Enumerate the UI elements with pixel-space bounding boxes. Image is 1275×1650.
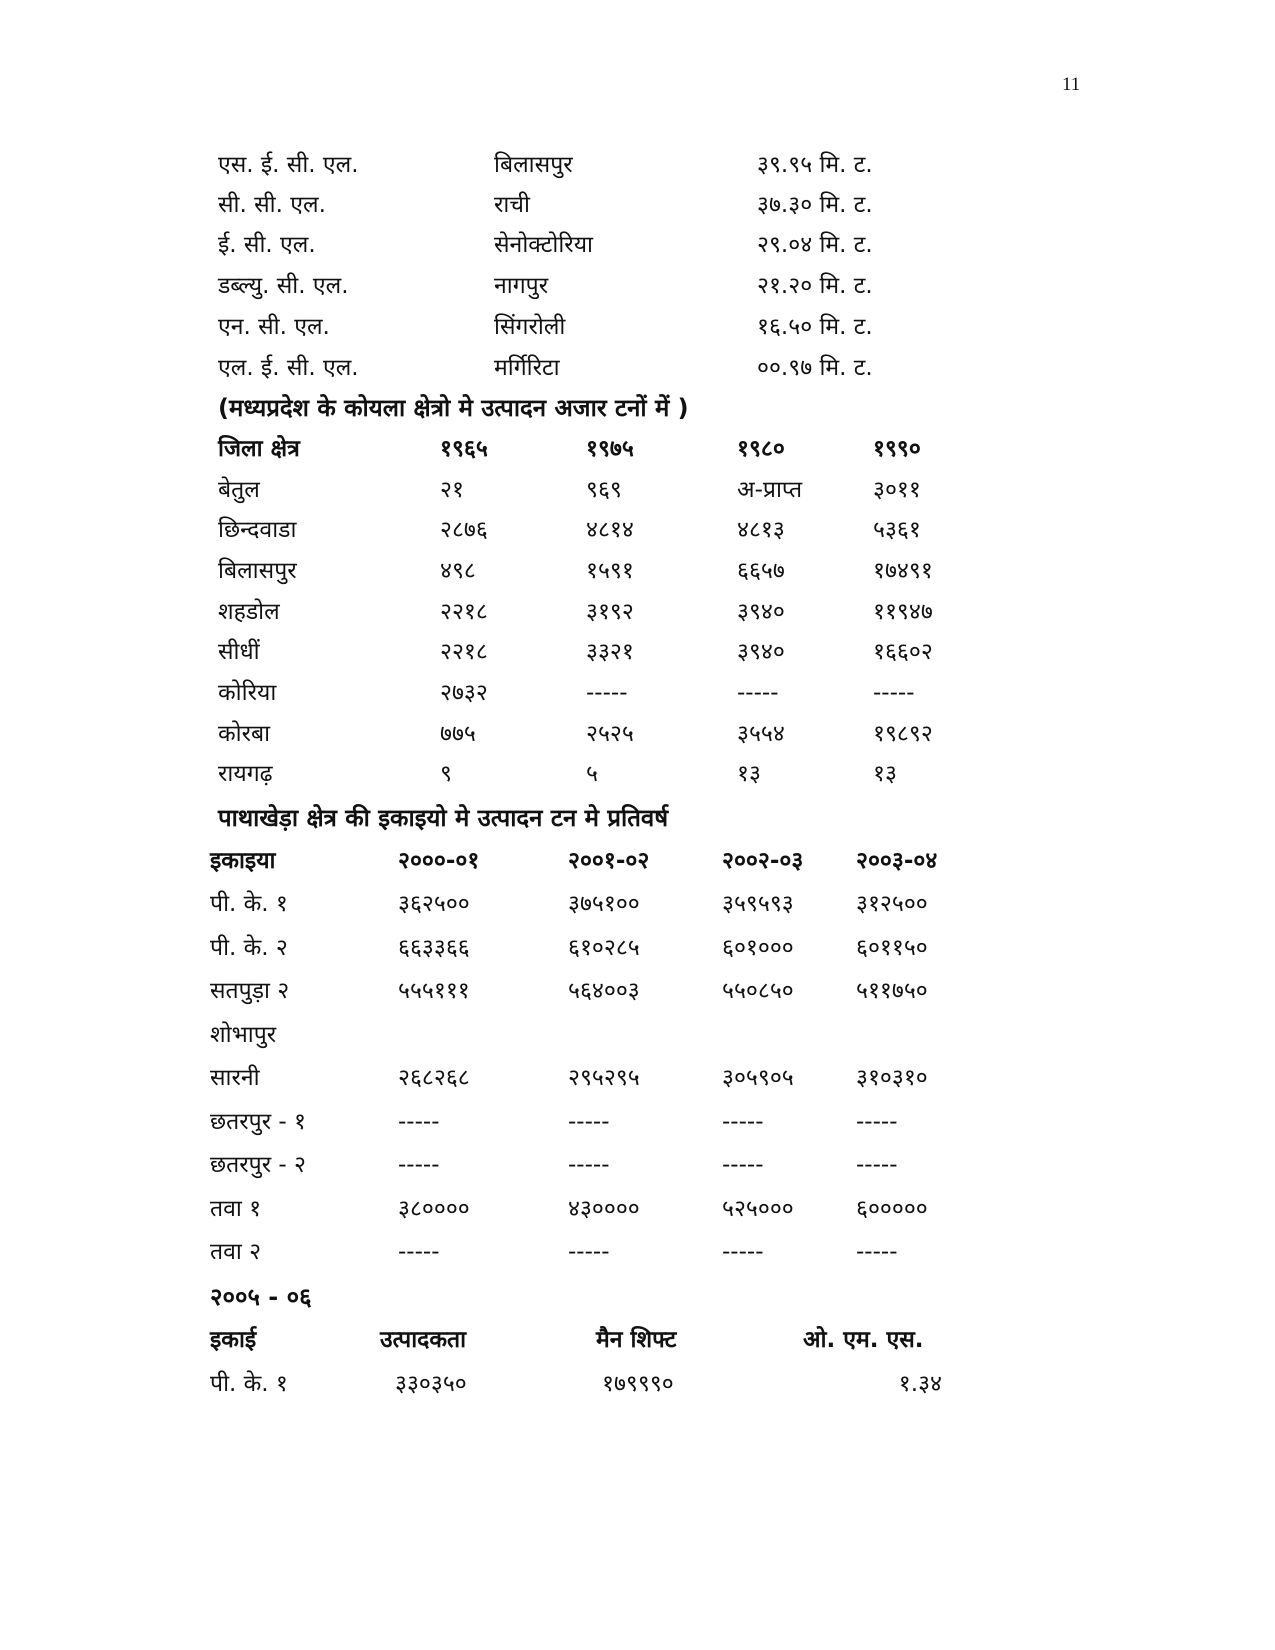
column-header: १९७५ [586, 436, 634, 462]
table-cell: ५११७५० [856, 978, 928, 1004]
table-cell: ३०५९०५ [722, 1065, 794, 1091]
table-cell: ३५५४ [737, 721, 785, 747]
district-table-header [0, 433, 1275, 473]
table-cell: ----- [398, 1109, 440, 1135]
column-header: इकाइया [210, 848, 276, 874]
column-header: २००३-०४ [856, 848, 938, 874]
table-cell: ----- [873, 680, 915, 706]
table-cell: ६१०२८५ [568, 935, 640, 961]
table-cell: ३५९५९३ [722, 891, 794, 917]
table-cell: पी. के. २ [210, 935, 288, 961]
table-cell: ----- [737, 680, 779, 706]
table-cell: ----- [722, 1152, 764, 1178]
table-row [0, 677, 1275, 717]
mp-heading: (मध्यप्रदेश के कोयला क्षेत्रो मे उत्पादन अजार टनों में ) [218, 394, 689, 422]
table-cell: १.३४ [898, 1371, 942, 1397]
company-place: बिलासपुर [494, 152, 573, 178]
company-row [0, 189, 1275, 229]
table-cell: ६००००० [856, 1196, 928, 1222]
table-cell: सतपुड़ा २ [210, 978, 290, 1004]
table-cell: ६०११५० [856, 935, 928, 961]
table-cell: ----- [856, 1152, 898, 1178]
table-cell: अ-प्राप्त [737, 477, 803, 503]
table-cell: २२१८ [440, 599, 488, 625]
table-cell: ६६५७ [737, 558, 785, 584]
company-place: मर्गिरिटा [494, 355, 560, 381]
table-cell: सारनी [210, 1065, 260, 1091]
table-cell: ५३६१ [873, 517, 921, 543]
table-cell: ६०१००० [722, 935, 794, 961]
table-cell: छतरपुर - १ [210, 1109, 306, 1135]
table-cell: १६६०२ [873, 639, 933, 665]
table-cell: ----- [568, 1109, 610, 1135]
table-cell: २६८२६८ [398, 1065, 470, 1091]
table-cell: ३९४० [737, 639, 785, 665]
table-row [0, 1149, 1275, 1189]
table-cell: ३०११ [873, 477, 921, 503]
table-row [0, 1062, 1275, 1102]
table-cell: छतरपुर - २ [210, 1152, 306, 1178]
page-number: 11 [1062, 74, 1081, 95]
table-cell: पी. के. १ [210, 891, 288, 917]
table-cell: २५२५ [586, 721, 634, 747]
table-cell: ३३२१ [586, 639, 634, 665]
table-cell: १७९९९० [602, 1371, 674, 1397]
table-cell: ----- [568, 1239, 610, 1265]
company-place: सेनोक्टोरिया [494, 232, 594, 258]
table-cell: कोरिया [218, 680, 277, 706]
company-value: ३९.९५ मि. ट. [757, 152, 873, 178]
table-cell: ----- [722, 1109, 764, 1135]
table-cell: १३ [873, 761, 897, 787]
table-cell: ----- [586, 680, 628, 706]
company-value: ००.९७ मि. ट. [757, 355, 873, 381]
table-cell: १७४९१ [873, 558, 933, 584]
column-header: इकाई [210, 1327, 257, 1353]
company-place: सिंगरोली [494, 314, 566, 340]
column-header: जिला क्षेत्र [218, 436, 300, 462]
table-cell: ४८१३ [737, 517, 785, 543]
company-name: एल. ई. सी. एल. [218, 355, 359, 381]
column-header: उत्पादकता [380, 1327, 467, 1353]
company-place: राची [494, 192, 530, 218]
table-cell: ३१९२ [586, 599, 634, 625]
company-value: ३७.३० मि. ट. [757, 192, 873, 218]
table-cell: ----- [398, 1239, 440, 1265]
table-row [0, 514, 1275, 554]
table-cell: सीधीं [218, 639, 260, 665]
table-cell: ६६३३६६ [398, 935, 470, 961]
table-cell: ५ [586, 761, 598, 787]
company-name: ई. सी. एल. [218, 232, 316, 258]
table-cell: ३९४० [737, 599, 785, 625]
table-cell: बिलासपुर [218, 558, 297, 584]
company-row [0, 270, 1275, 310]
table-cell: ३१०३१० [856, 1065, 928, 1091]
table-cell: शोभापुर [210, 1022, 277, 1048]
table-cell: कोरबा [218, 721, 271, 747]
company-name: एस. ई. सी. एल. [218, 152, 359, 178]
column-header: ओ. एम. एस. [803, 1327, 924, 1353]
table-row [0, 758, 1275, 798]
company-row [0, 311, 1275, 351]
pathakheda-heading: पाथाखेड़ा क्षेत्र की इकाइयो मे उत्पादन टन मे प्रतिवर्ष [218, 804, 669, 832]
table-cell: ७७५ [440, 721, 476, 747]
table-cell: ५५५१११ [398, 978, 470, 1004]
company-value: २१.२० मि. ट. [757, 273, 873, 299]
company-value: १६.५० मि. ट. [757, 314, 873, 340]
company-name: एन. सी. एल. [218, 314, 330, 340]
table-cell: ११९४७ [873, 599, 933, 625]
company-row [0, 149, 1275, 189]
table-cell: ----- [568, 1152, 610, 1178]
table-cell: ९ [440, 761, 452, 787]
table-cell: २१ [440, 477, 464, 503]
table-cell: २२१८ [440, 639, 488, 665]
table-cell: ५२५००० [722, 1196, 794, 1222]
table-cell: ३३०३५० [395, 1371, 467, 1397]
table-cell: बेतुल [218, 477, 260, 503]
column-header: २०००-०१ [398, 848, 480, 874]
table-cell: ३७५१०० [568, 891, 640, 917]
table-cell: ३६२५०० [398, 891, 470, 917]
table-cell: ४३०००० [568, 1196, 640, 1222]
table-cell: पी. के. १ [210, 1371, 288, 1397]
table-cell: तवा १ [210, 1196, 262, 1222]
table-cell: ५५०८५० [722, 978, 794, 1004]
column-header: १९८० [737, 436, 785, 462]
table-cell: ३८०००० [398, 1196, 470, 1222]
company-place: नागपुर [494, 273, 549, 299]
table-row [0, 474, 1275, 514]
table-cell: ४८१४ [586, 517, 634, 543]
table-cell: २७३२ [440, 680, 488, 706]
table-row [0, 718, 1275, 758]
company-name: डब्ल्यु. सी. एल. [218, 273, 349, 299]
table-cell: १५९१ [586, 558, 634, 584]
table-cell: ----- [856, 1239, 898, 1265]
table-cell: १३ [737, 761, 761, 787]
column-header: १९६५ [440, 436, 488, 462]
table-row [0, 555, 1275, 595]
company-row [0, 229, 1275, 269]
table-cell: १९८९२ [873, 721, 933, 747]
table-row [0, 1193, 1275, 1233]
table-cell: ५६४००३ [568, 978, 640, 1004]
table-row [0, 636, 1275, 676]
productivity-table-header [0, 1324, 1275, 1364]
table-cell: ३१२५०० [856, 891, 928, 917]
column-header: मैन शिफ्ट [596, 1327, 677, 1353]
table-row [0, 1019, 1275, 1059]
table-row [0, 1236, 1275, 1276]
table-row [0, 1106, 1275, 1146]
year-heading: २००५ - ०६ [210, 1283, 312, 1311]
table-cell: शहडोल [218, 599, 280, 625]
column-header: २००२-०३ [722, 848, 804, 874]
table-cell: ९६९ [586, 477, 622, 503]
table-cell: २९५२९५ [568, 1065, 640, 1091]
table-cell: २८७६ [440, 517, 488, 543]
table-cell: ----- [398, 1152, 440, 1178]
table-cell: ४९८ [440, 558, 476, 584]
table-row [0, 975, 1275, 1015]
table-row [0, 888, 1275, 928]
table-cell: छिन्दवाडा [218, 517, 297, 543]
table-cell: ----- [856, 1109, 898, 1135]
table-cell: रायगढ़ [218, 761, 273, 787]
table-cell: तवा २ [210, 1239, 262, 1265]
company-value: २९.०४ मि. ट. [757, 232, 873, 258]
table-row [0, 932, 1275, 972]
table-row [0, 1368, 1275, 1408]
column-header: १९९० [873, 436, 921, 462]
unit-table-header [0, 845, 1275, 885]
company-row [0, 352, 1275, 392]
column-header: २००१-०२ [568, 848, 650, 874]
company-name: सी. सी. एल. [218, 192, 326, 218]
table-cell: ----- [722, 1239, 764, 1265]
table-row [0, 596, 1275, 636]
